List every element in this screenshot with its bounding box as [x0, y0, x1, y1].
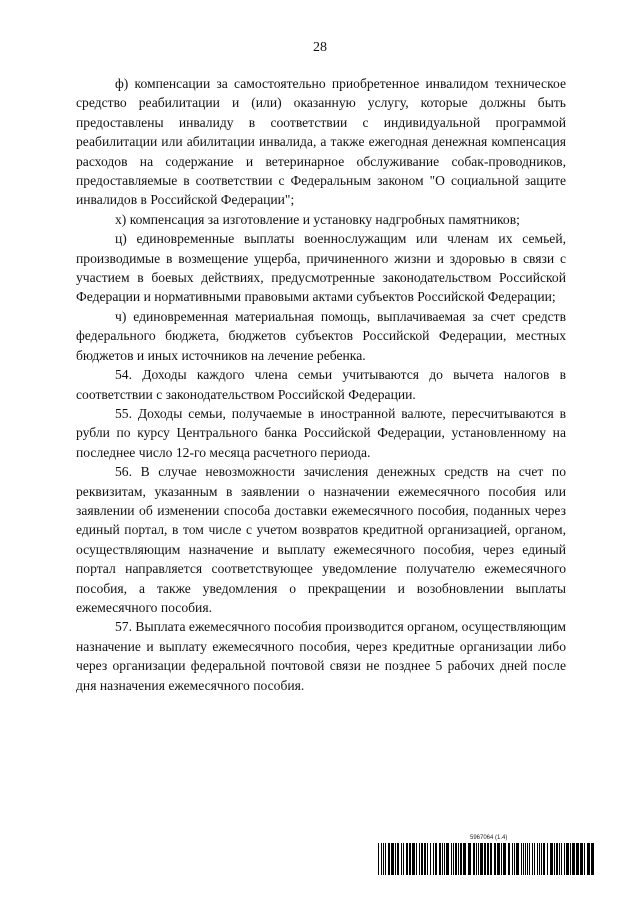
- barcode-icon: [378, 843, 596, 875]
- document-body: [76, 74, 566, 695]
- paragraph-kh: х) компенсация за изготовление и установку надгробных памятников;: [115, 211, 520, 227]
- paragraph-54: 54. Доходы каждого члена семьи учитываются до вычета налогов в соответствии с законодательством Российской Федерации.: [76, 367, 566, 402]
- paragraph-57: 57. Выплата ежемесячного пособия производится органом, осуществляющим назначение и выплату ежемесячного пособия, через кредитные организации либо через организации федеральной почтовой связи не позднее 5 рабочих дней после дня назначения ежемесячного пособия.: [76, 619, 566, 693]
- paragraph-f: ф) компенсации за самостоятельно приобретенное инвалидом техническое средство реабилитации и (или) оказанную услугу, которые должны быть предоставлены инвалиду в соответствии с индивидуальной программой реабилитации или абилитации инвалида, а также ежегодная денежная компенсация расходов на содержание и ветеринарное обслуживание собак-проводников, предоставляемые в соответствии с Федеральным законом "О социальной защите инвалидов в Российской Федерации";: [76, 76, 566, 208]
- paragraph-ts: ц) единовременные выплаты военнослужащим или членам их семьей, производимые в возмещение ущерба, причиненного жизни и здоровью в связи с участием в боевых действиях, предусмотренные законодательством Российской Федерации и нормативными правовыми актами субъектов Российской Федерации;: [76, 231, 566, 305]
- paragraph-56: 56. В случае невозможности зачисления денежных средств на счет по реквизитам, указанным в заявлении о назначении ежемесячного пособия или заявлении об изменении способа доставки ежемесячного пособия, поданных через единый портал, в том числе с учетом возвратов кредитной организацией, органом, осуществляющим назначение и выплату ежемесячного пособия, через единый портал направляется соответствующее уведомление получателю ежемесячного пособия, а также уведомления о прекращении и возобновлении выплаты ежемесячного пособия.: [76, 464, 566, 615]
- paragraph-ch: ч) единовременная материальная помощь, выплачиваемая за счет средств федерального бюджета, бюджетов субъектов Российской Федерации, местных бюджетов и иных источников на лечение ребенка.: [76, 308, 566, 363]
- page-number: 28: [313, 40, 327, 55]
- document-footer: [378, 835, 596, 881]
- paragraph-55: 55. Доходы семьи, получаемые в иностранной валюте, пересчитываются в рубли по курсу Центрального банка Российской Федерации, установленному на последнее число 12-го месяца расчетного периода.: [76, 405, 566, 460]
- document-code: 5967064 (1.4): [470, 835, 508, 841]
